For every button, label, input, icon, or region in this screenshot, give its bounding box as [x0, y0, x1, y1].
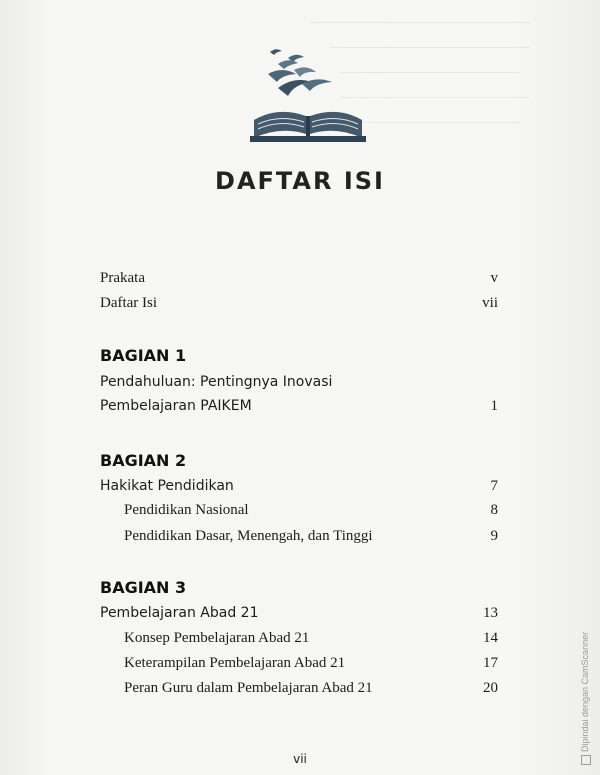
- part-heading: BAGIAN 3: [100, 578, 187, 597]
- book-birds-logo-icon: [248, 44, 368, 144]
- page-title: DAFTAR ISI: [215, 167, 385, 195]
- toc-subentry: [124, 630, 498, 647]
- toc-subentry: [124, 528, 498, 545]
- toc-entry: [100, 270, 498, 287]
- toc-entry: [100, 478, 498, 495]
- toc-entry-page: 1: [490, 398, 498, 414]
- toc-entry-page: v: [490, 270, 498, 286]
- toc-entry-label: Daftar Isi: [100, 295, 158, 311]
- part-title: Hakikat Pendidikan: [100, 478, 234, 494]
- part-heading: BAGIAN 2: [100, 451, 187, 470]
- toc-entry-page: 14: [483, 630, 498, 646]
- toc-entry-label: Konsep Pembelajaran Abad 21: [124, 630, 310, 646]
- toc-entry-page: 9: [490, 528, 498, 544]
- toc-entry: [100, 605, 498, 622]
- toc-entry: [100, 398, 498, 415]
- scanner-watermark-text: Dipindai dengan CamScanner: [580, 631, 590, 752]
- scanner-logo-icon: [581, 755, 591, 765]
- toc-subentry: [124, 655, 498, 672]
- toc-entry: [100, 295, 498, 312]
- toc-entry-page: 13: [483, 605, 498, 621]
- toc-subentry: [124, 680, 498, 697]
- part-title-line: Pembelajaran PAIKEM: [100, 398, 252, 414]
- toc-entry-label: Keterampilan Pembelajaran Abad 21: [124, 655, 346, 671]
- toc-entry-page: vii: [482, 295, 498, 311]
- toc-entry-label: Pendidikan Dasar, Menengah, dan Tinggi: [124, 528, 373, 544]
- page-number: vii: [293, 752, 307, 766]
- toc-subentry: [124, 502, 498, 519]
- toc-entry-label: Peran Guru dalam Pembelajaran Abad 21: [124, 680, 373, 696]
- scanner-watermark: [580, 632, 591, 765]
- toc-entry-page: 7: [490, 478, 498, 494]
- part-title-line: Pendahuluan: Pentingnya Inovasi: [100, 374, 333, 390]
- part-title: Pembelajaran Abad 21: [100, 605, 259, 621]
- toc-entry-label: Pendidikan Nasional: [124, 502, 249, 518]
- toc-entry-page: 20: [483, 680, 498, 696]
- toc-entry-page: 17: [483, 655, 498, 671]
- toc-entry-page: 8: [490, 502, 498, 518]
- part-heading: BAGIAN 1: [100, 346, 187, 365]
- toc-entry-label: Prakata: [100, 270, 145, 286]
